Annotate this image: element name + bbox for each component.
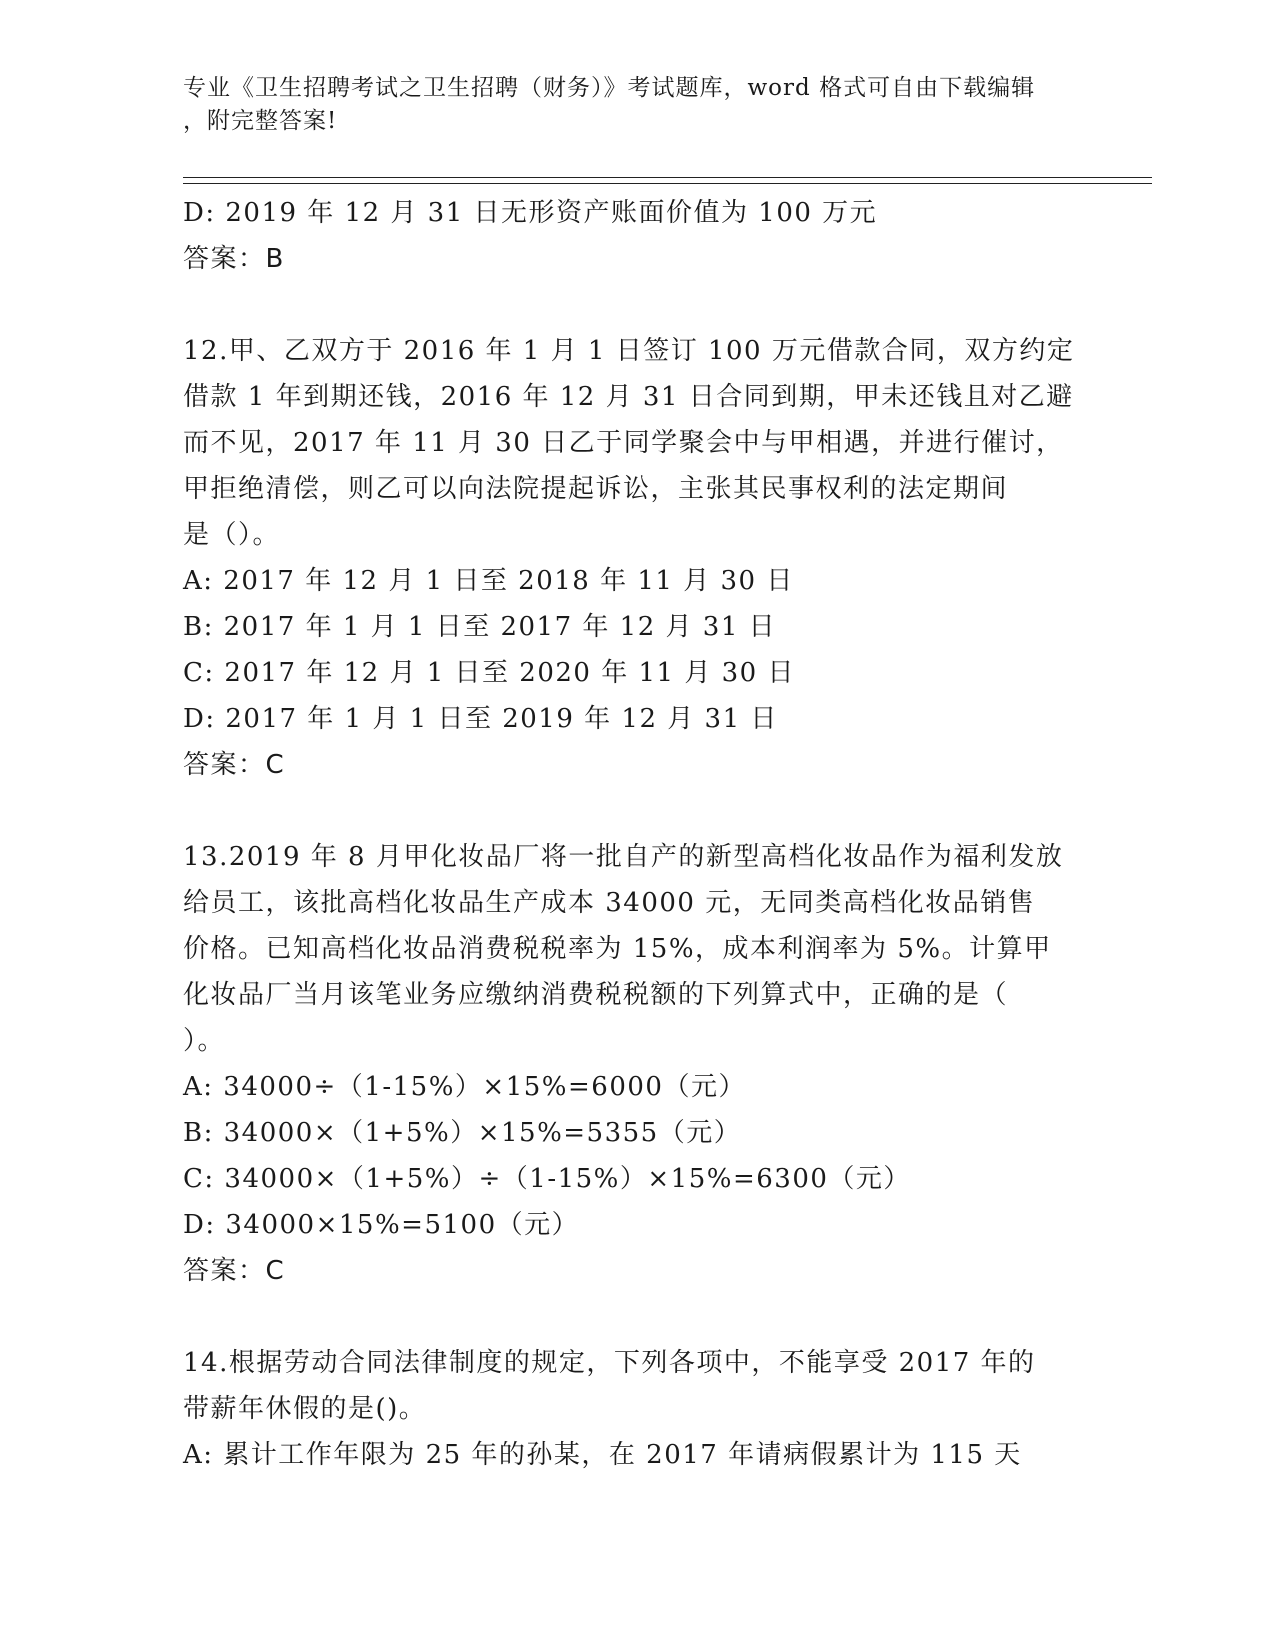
q11-option-d: D: 2019 年 12 月 31 日无形资产账面价值为 100 万元 [183, 198, 878, 228]
q13-answer: 答案：C [183, 1256, 286, 1286]
q12-stem-line: 12.甲、乙双方于 2016 年 1 月 1 日签订 100 万元借款合同，双方约定 [183, 336, 1075, 366]
q13-stem-line: 13.2019 年 8 月甲化妆品厂将一批自产的新型高档化妆品作为福利发放 [183, 842, 1064, 872]
q13-option-a: A: 34000÷（1-15%）×15%=6000（元） [183, 1072, 746, 1102]
q12-stem-line: 而不见，2017 年 11 月 30 日乙于同学聚会中与甲相遇，并进行催讨， [183, 428, 1064, 458]
q12-answer: 答案：C [183, 750, 286, 780]
q14-option-a: A: 累计工作年限为 25 年的孙某，在 2017 年请病假累计为 115 天 [183, 1440, 1022, 1470]
q13-option-b: B: 34000×（1+5%）×15%=5355（元） [183, 1118, 742, 1148]
spacer [183, 282, 1083, 328]
q13-stem-line: 价格。已知高档化妆品消费税税率为 15%，成本利润率为 5%。计算甲 [183, 934, 1052, 964]
q11-answer: 答案：B [183, 244, 285, 274]
header-line-1: 专业《卫生招聘考试之卫生招聘（财务）》考试题库，word 格式可自由下载编辑 [183, 75, 1036, 101]
q12-option-d: D: 2017 年 1 月 1 日至 2019 年 12 月 31 日 [183, 704, 778, 734]
q13-option-d: D: 34000×15%=5100（元） [183, 1210, 580, 1240]
question-13 [183, 834, 1083, 1294]
q14-stem-line: 带薪年休假的是()。 [183, 1394, 427, 1424]
document-body [183, 190, 1083, 1478]
page-header [183, 72, 1063, 138]
q13-stem-line: 给员工，该批高档化妆品生产成本 34000 元，无同类高档化妆品销售 [183, 888, 1036, 918]
q12-stem-line: 甲拒绝清偿，则乙可以向法院提起诉讼，主张其民事权利的法定期间 [183, 474, 1009, 504]
question-14 [183, 1340, 1083, 1478]
spacer [183, 788, 1083, 834]
question-12 [183, 328, 1083, 788]
q12-option-b: B: 2017 年 1 月 1 日至 2017 年 12 月 31 日 [183, 612, 777, 642]
spacer [183, 1294, 1083, 1340]
q12-option-c: C: 2017 年 12 月 1 日至 2020 年 11 月 30 日 [183, 658, 795, 688]
q12-stem-line: 是（）。 [183, 520, 281, 550]
q13-option-c: C: 34000×（1+5%）÷（1-15%）×15%=6300（元） [183, 1164, 911, 1194]
header-rule-top [183, 177, 1152, 178]
q13-stem-line: 化妆品厂当月该笔业务应缴纳消费税税额的下列算式中，正确的是（ [183, 980, 1009, 1010]
header-rule-bottom [183, 183, 1152, 184]
q12-stem-line: 借款 1 年到期还钱，2016 年 12 月 31 日合同到期，甲未还钱且对乙避 [183, 382, 1074, 412]
q12-option-a: A: 2017 年 12 月 1 日至 2018 年 11 月 30 日 [183, 566, 794, 596]
q14-stem-line: 14.根据劳动合同法律制度的规定，下列各项中，不能享受 2017 年的 [183, 1348, 1036, 1378]
q13-stem-line: ）。 [183, 1026, 226, 1056]
header-line-2: ，附完整答案! [183, 108, 338, 134]
